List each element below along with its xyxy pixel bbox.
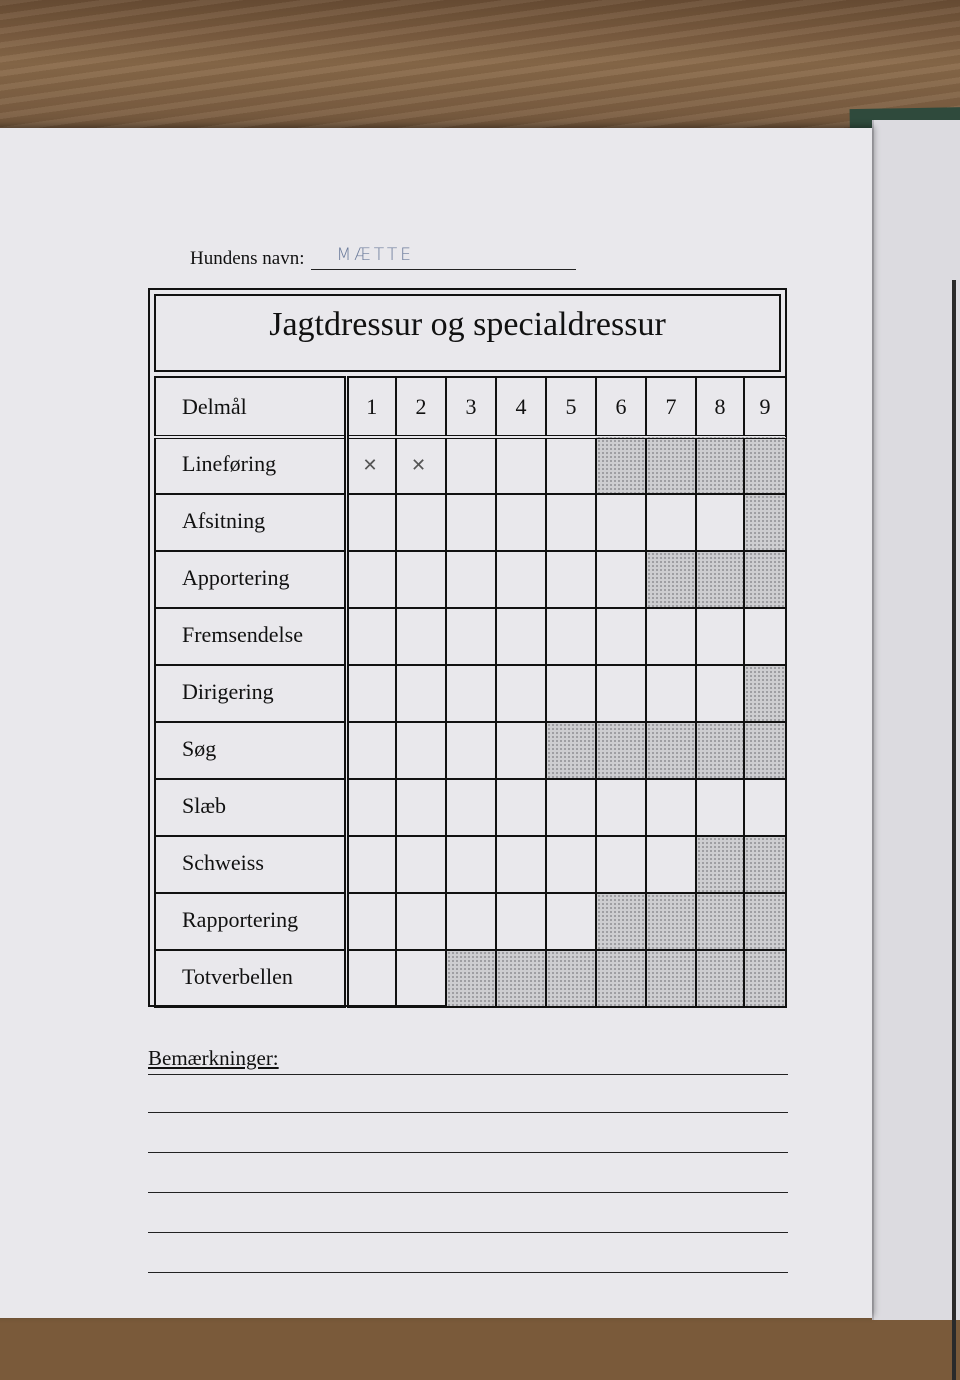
grid-cell[interactable] <box>646 494 696 551</box>
grid-cell[interactable] <box>496 836 546 893</box>
grid-cell[interactable] <box>596 665 646 722</box>
row-label: Søg <box>155 722 346 779</box>
grid-row <box>155 779 786 836</box>
remarks-line[interactable] <box>148 1192 788 1193</box>
facing-page <box>872 120 960 1320</box>
grid-cell[interactable] <box>496 722 546 779</box>
grid-cell[interactable] <box>346 950 396 1007</box>
shaded-cell <box>596 437 646 494</box>
remarks-line[interactable] <box>148 1074 788 1075</box>
grid-cell[interactable] <box>596 836 646 893</box>
remarks-line[interactable] <box>148 1232 788 1233</box>
row-label: Rapportering <box>155 893 346 950</box>
grid-cell[interactable] <box>546 665 596 722</box>
row-label: Lineføring <box>155 437 346 494</box>
shaded-cell <box>446 950 496 1007</box>
check-mark-icon: ✕ <box>411 455 427 476</box>
grid-cell[interactable] <box>496 893 546 950</box>
grid-cell[interactable] <box>546 893 596 950</box>
row-label: Apportering <box>155 551 346 608</box>
shaded-cell <box>646 437 696 494</box>
grid-header-row <box>155 377 786 437</box>
grid-row <box>155 950 786 1007</box>
shaded-cell <box>744 665 786 722</box>
grid-cell[interactable] <box>596 608 646 665</box>
grid-cell[interactable] <box>496 665 546 722</box>
grid-cell[interactable] <box>696 608 744 665</box>
grid-cell[interactable] <box>546 437 596 494</box>
remarks-line[interactable] <box>148 1112 788 1113</box>
row-label: Totverbellen <box>155 950 346 1007</box>
row-label: Fremsendelse <box>155 608 346 665</box>
grid-cell[interactable] <box>646 608 696 665</box>
row-label: Dirigering <box>155 665 346 722</box>
column-header: 7 <box>646 377 696 437</box>
grid-cell[interactable] <box>396 893 446 950</box>
shaded-cell <box>696 950 744 1007</box>
grid-row <box>155 893 786 950</box>
grid-cell[interactable] <box>446 608 496 665</box>
column-header: 2 <box>396 377 446 437</box>
grid-cell[interactable] <box>446 836 496 893</box>
column-header: 9 <box>744 377 786 437</box>
grid-cell[interactable] <box>396 494 446 551</box>
grid-cell[interactable] <box>346 779 396 836</box>
grid-cell[interactable] <box>496 551 546 608</box>
shaded-cell <box>744 437 786 494</box>
grid-cell[interactable] <box>446 437 496 494</box>
dog-name-row <box>190 246 576 270</box>
shaded-cell <box>546 722 596 779</box>
dog-name-label: Hundens navn: <box>190 248 305 269</box>
grid-cell[interactable] <box>446 893 496 950</box>
grid-cell[interactable] <box>346 494 396 551</box>
grid-row <box>155 494 786 551</box>
grid-cell[interactable] <box>346 893 396 950</box>
grid-cell[interactable] <box>546 494 596 551</box>
grid-cell[interactable] <box>596 551 646 608</box>
shaded-cell <box>696 836 744 893</box>
shaded-cell <box>596 893 646 950</box>
grid-row <box>155 608 786 665</box>
header-label: Delmål <box>155 377 346 437</box>
shaded-cell <box>496 950 546 1007</box>
shaded-cell <box>744 551 786 608</box>
shaded-cell <box>646 722 696 779</box>
grid-cell[interactable] <box>646 665 696 722</box>
grid-cell[interactable] <box>446 665 496 722</box>
grid-row <box>155 836 786 893</box>
title-box <box>154 294 781 372</box>
dog-name-field[interactable] <box>311 247 576 270</box>
grid-cell[interactable] <box>546 551 596 608</box>
column-header: 8 <box>696 377 744 437</box>
column-header: 3 <box>446 377 496 437</box>
column-header: 1 <box>346 377 396 437</box>
grid-cell[interactable] <box>396 608 446 665</box>
grid-cell[interactable] <box>696 494 744 551</box>
grid-row <box>155 722 786 779</box>
grid-cell[interactable] <box>396 950 446 1007</box>
grid-cell[interactable] <box>696 779 744 836</box>
grid-cell[interactable] <box>546 779 596 836</box>
grid-cell[interactable] <box>744 779 786 836</box>
shaded-cell <box>696 722 744 779</box>
grid-cell[interactable] <box>396 437 446 494</box>
form-title: Jagtdressur og specialdressur <box>269 306 666 343</box>
grid-cell[interactable] <box>396 722 446 779</box>
grid-cell[interactable] <box>446 722 496 779</box>
grid-cell[interactable] <box>346 608 396 665</box>
grid-cell[interactable] <box>496 437 546 494</box>
grid-cell[interactable] <box>546 836 596 893</box>
column-header: 4 <box>496 377 546 437</box>
shaded-cell <box>646 551 696 608</box>
shaded-cell <box>696 893 744 950</box>
remarks-line[interactable] <box>148 1152 788 1153</box>
row-label: Afsitning <box>155 494 346 551</box>
grid-cell[interactable] <box>346 665 396 722</box>
grid-cell[interactable] <box>596 494 646 551</box>
dog-name-value: MÆTTE <box>336 245 414 265</box>
check-mark-icon: ✕ <box>362 455 378 476</box>
shaded-cell <box>696 551 744 608</box>
grid-cell[interactable] <box>744 608 786 665</box>
shaded-cell <box>696 437 744 494</box>
shaded-cell <box>744 950 786 1007</box>
grid-cell[interactable] <box>396 665 446 722</box>
shaded-cell <box>646 950 696 1007</box>
row-label: Slæb <box>155 779 346 836</box>
grid-cell[interactable] <box>496 494 546 551</box>
row-label: Schweiss <box>155 836 346 893</box>
shaded-cell <box>744 722 786 779</box>
grid-cell[interactable] <box>496 608 546 665</box>
grid-cell[interactable] <box>346 836 396 893</box>
grid-cell[interactable] <box>446 779 496 836</box>
grid-cell[interactable] <box>596 779 646 836</box>
grid-cell[interactable] <box>346 437 396 494</box>
grid-cell[interactable] <box>346 551 396 608</box>
shaded-cell <box>744 893 786 950</box>
training-table-frame <box>148 288 787 1007</box>
column-header: 5 <box>546 377 596 437</box>
shaded-cell <box>596 722 646 779</box>
grid-cell[interactable] <box>396 836 446 893</box>
grid-cell[interactable] <box>496 779 546 836</box>
shaded-cell <box>744 836 786 893</box>
grid-row <box>155 551 786 608</box>
grid-row <box>155 665 786 722</box>
grid-cell[interactable] <box>396 779 446 836</box>
column-header: 6 <box>596 377 646 437</box>
grid-cell[interactable] <box>696 665 744 722</box>
remarks-label: Bemærkninger: <box>148 1046 283 1071</box>
grid-cell[interactable] <box>646 836 696 893</box>
shaded-cell <box>596 950 646 1007</box>
shaded-cell <box>744 494 786 551</box>
remarks-line[interactable] <box>148 1272 788 1273</box>
grid-cell[interactable] <box>446 551 496 608</box>
grid-cell[interactable] <box>346 722 396 779</box>
grid-row <box>155 437 786 494</box>
shaded-cell <box>546 950 596 1007</box>
shaded-cell <box>646 893 696 950</box>
grid-cell[interactable] <box>646 779 696 836</box>
grid-cell[interactable] <box>396 551 446 608</box>
training-grid <box>154 376 787 1008</box>
grid-cell[interactable] <box>446 494 496 551</box>
grid-cell[interactable] <box>546 608 596 665</box>
